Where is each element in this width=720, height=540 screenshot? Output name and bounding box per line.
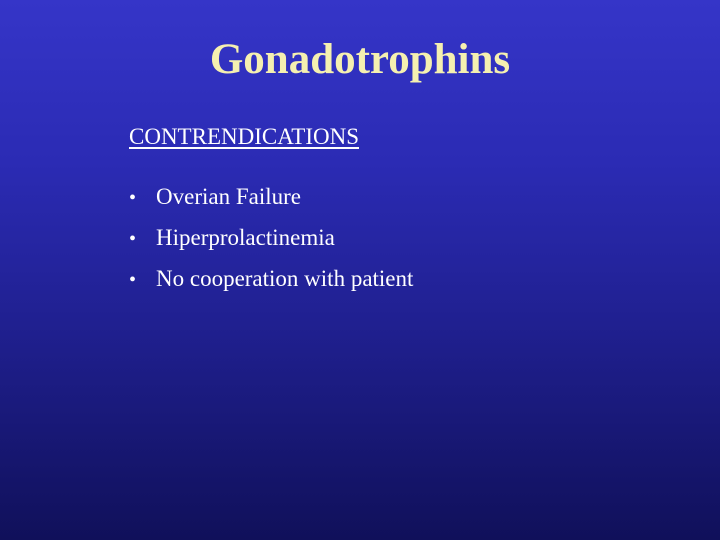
bullet-icon: • xyxy=(129,187,137,209)
list-item-text: Overian Failure xyxy=(156,184,301,209)
list-item xyxy=(129,177,413,218)
list-item xyxy=(129,259,413,300)
contraindications-heading: CONTRENDICATIONS xyxy=(129,124,359,149)
contraindications-list xyxy=(129,177,413,300)
list-item-text: No cooperation with patient xyxy=(156,266,414,291)
list-item xyxy=(129,218,413,259)
list-item-text: Hiperprolactinemia xyxy=(156,225,335,250)
bullet-icon: • xyxy=(129,228,137,250)
bullet-icon: • xyxy=(129,269,137,291)
slide-title: Gonadotrophins xyxy=(209,36,511,83)
